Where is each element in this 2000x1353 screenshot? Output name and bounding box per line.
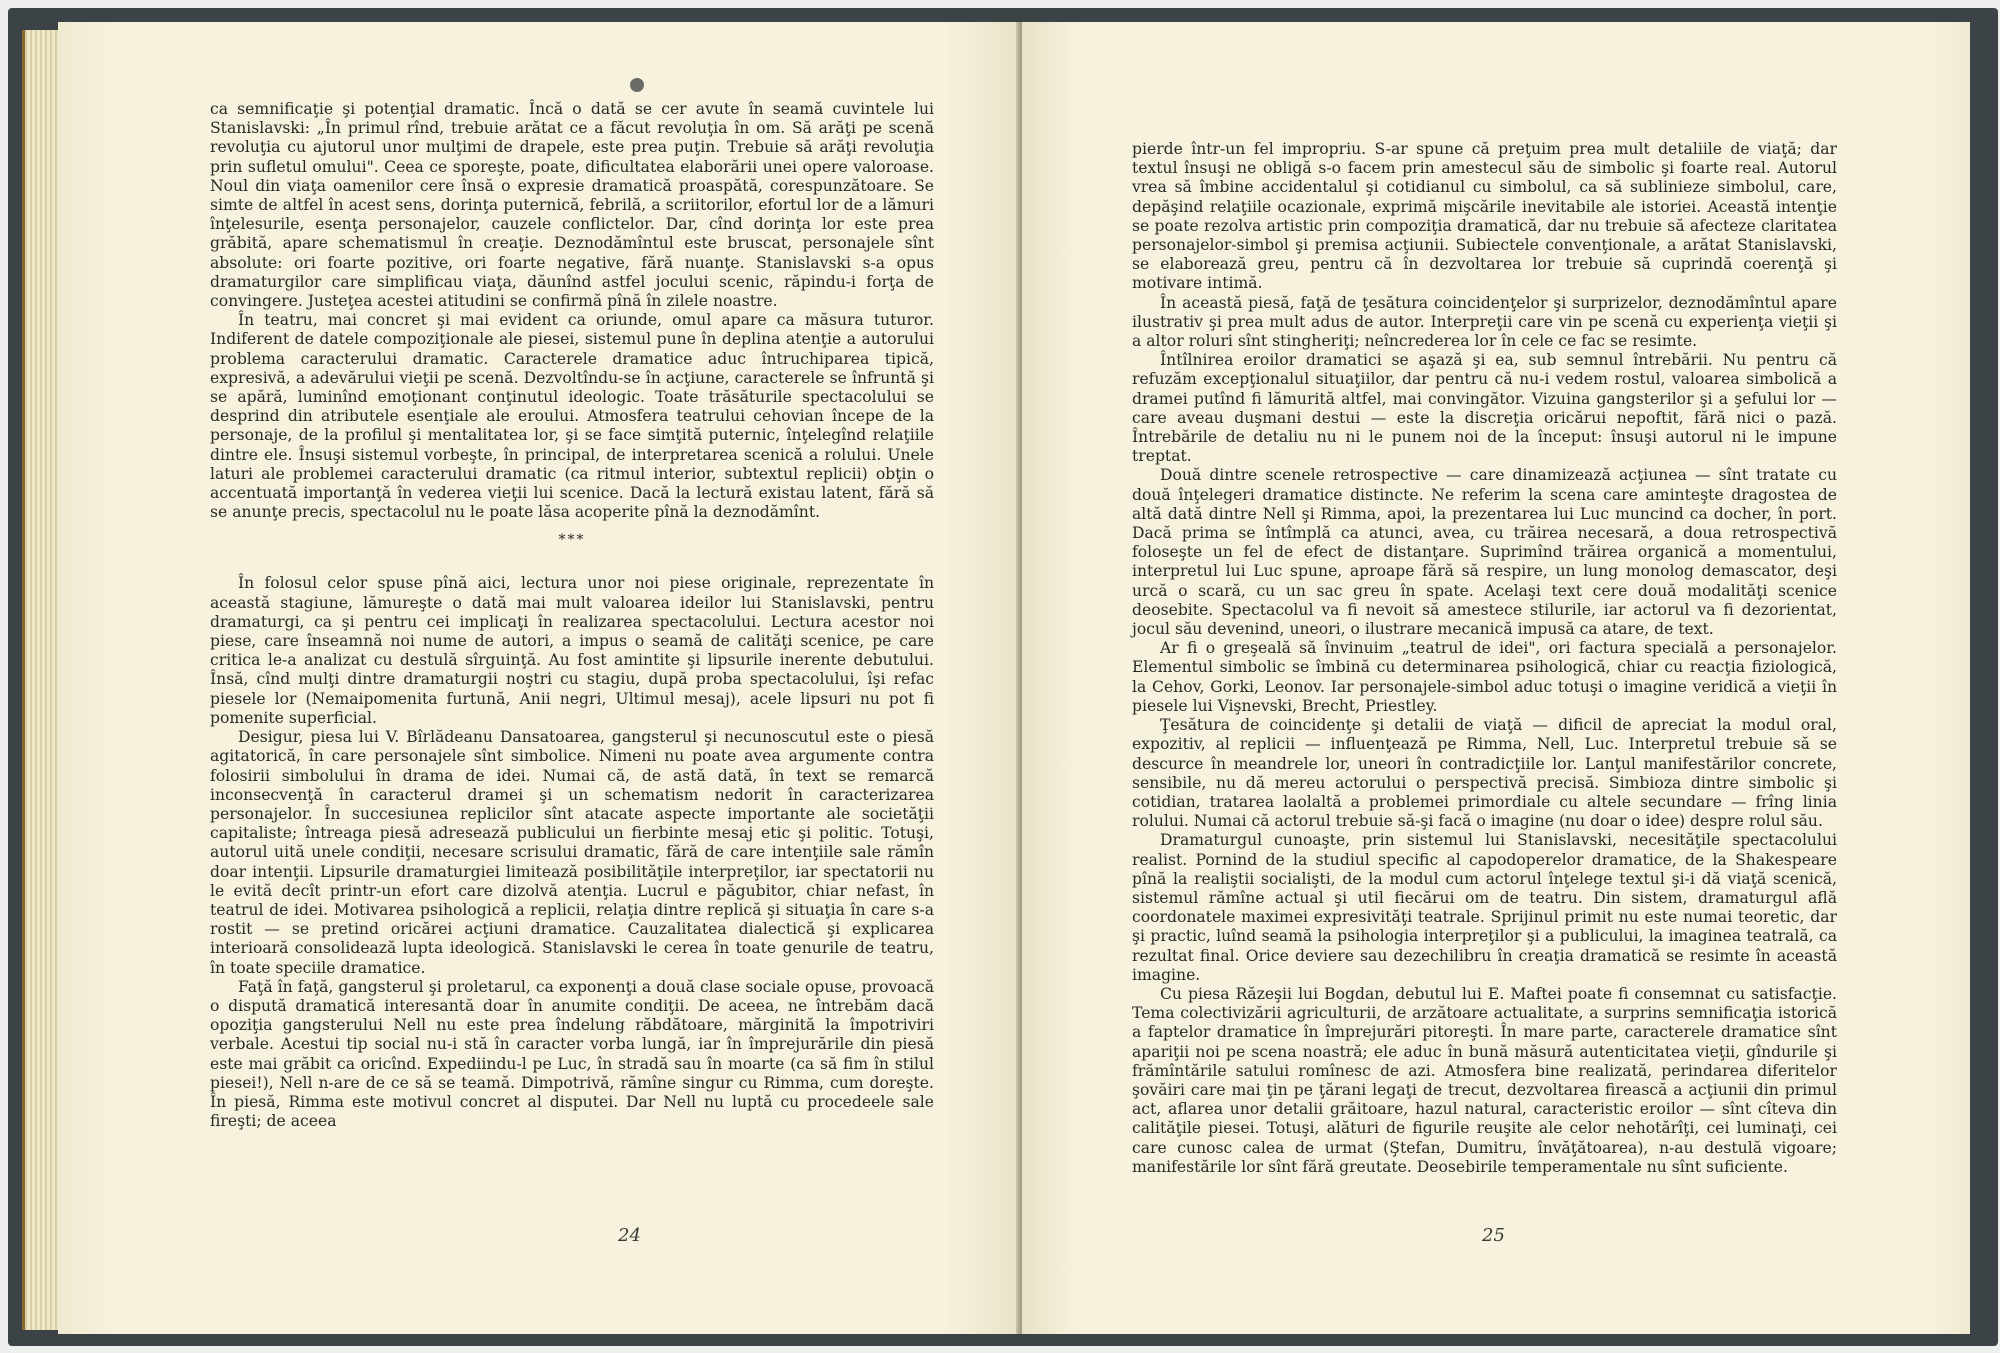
ink-dot <box>630 78 644 92</box>
page-number: 24 <box>618 1225 641 1246</box>
paragraph: Desigur, piesa lui V. Bîrlădeanu Dansatoarea, gangsterul şi necunoscutul este o piesă agitatorică, în care personajele sînt simbolice. Nimeni nu poate avea argumente contra folosirii simbolului în drama de idei. Numai că, de astă dată, în text se remarcă inconsecvenţă în caracterul dramei şi un schematism nedorit în caracterizarea personajelor. În succesiunea replicilor sînt atacate aspecte importante ale societăţii capitaliste; întreaga piesă adresează publicului un fierbinte mesaj etic şi politic. Totuşi, autorul uită unele condiţii, necesare scrisului dramatic, fără de care intenţiile sale rămîn doar intenţii. Lipsurile dramaturgiei limitează posibilităţile interpreţilor, iar spectatorii nu le evită decît printr-un efort care dizolvă atenţia. Lucrul e păgubitor, chiar nefast, în teatrul de idei. Motivarea psihologică a replicii, relaţia dintre replică şi situaţia în care s-a rostit — se pretind oricărei acţiuni dramatice. Cauzalitatea dialectică şi explicarea interioară consolidează lupta ideologică. Stanislavski le cerea în toate genurile de teatru, în toate speciile dramatice. <box>210 728 934 977</box>
page-number: 25 <box>1482 1225 1505 1246</box>
left-page <box>58 22 1020 1334</box>
paragraph: În această piesă, faţă de ţesătura coincidenţelor şi surprizelor, deznodămîntul apare ilustrativ şi prea mult adus de autor. Interpreţii care vin pe scenă cu experienţa vieţii şi a altor roluri sînt stingheriţi; neîncrederea lor în cele ce fac se resimte. <box>1132 293 1837 351</box>
paragraph: pierde într-un fel impropriu. S-ar spune că preţuim prea mult detaliile de viaţă; dar textul însuşi ne obligă s-o facem prin amestecul său de simbolic şi foarte real. Autorul vrea să îmbine accidentalul şi cotidianul cu simbolul, ca să sublinieze simbolul, care, depăşind relaţiile ocazionale, exprimă mişcările inevitabile ale istoriei. Această intenţie se poate rezolva artistic prin compoziţia dramatică, dar nu trebuie să afecteze claritatea personajelor-simbol şi premisa acţiunii. Subiectele convenţionale, a arătat Stanislavski, se elaborează greu, pentru că în dezvoltarea lor trebuie să cuprindă coerenţă şi motivare intimă. <box>1132 140 1837 293</box>
paragraph: Ar fi o greşeală să învinuim „teatrul de idei", ori factura specială a personajelor. Elementul simbolic se îmbină cu determinarea psihologică, chiar cu reacţia fiziologică, la Cehov, Gorki, Leonov. Iar personajele-simbol aduc totuşi o imagine veridică a vieţii în piesele lui Vişnevski, Brecht, Priestley. <box>1132 639 1837 715</box>
paragraph: Întîlnirea eroilor dramatici se aşază şi ea, sub semnul întrebării. Nu pentru că refuzăm excepţionalul situaţiilor, dar pentru că nu-i vedem rostul, valoarea simbolică a dramei putînd fi lămurită altfel, mai convingător. Vizuina gangsterilor şi a şefului lor — care aveau duşmani destui — este la discreţia oricărui nepoftit, fără nici o pază. Întrebările de detaliu nu ni le punem noi de la început: însuşi autorul ni le impune treptat. <box>1132 351 1837 466</box>
paragraph: Dramaturgul cunoaşte, prin sistemul lui Stanislavski, necesităţile spectacolului realist. Pornind de la studiul specific al capodoperelor dramatice, de la Shakespeare pînă la realiştii socialişti, de la modul cum actorul înţelege textul şi-i dă viaţă scenică, sistemul rămîne actual şi util fiecărui om de teatru. Din sistem, dramaturgul află coordonatele maximei expresivităţi teatrale. Sprijinul primit nu este numai teoretic, dar şi practic, luînd seamă la psihologia interpreţilor şi a publicului, la imaginea teatrală, ca rezultat final. Orice deviere sau dezechilibru în creaţia dramatică se resimte în această imagine. <box>1132 831 1837 984</box>
paragraph: Cu piesa Răzeşii lui Bogdan, debutul lui E. Maftei poate fi consemnat cu satisfacţie. Tema colectivizării agriculturii, de arzătoare actualitate, a surprins semnificaţia istorică a faptelor dramatice în împrejurări pitoreşti. În mare parte, caracterele dramatice sînt apariţii noi pe scena noastră; ele aduc în bună măsură autenticitatea vieţii, gîndurile şi frămîntările satului romînesc de azi. Atmosfera bine realizată, perindarea diferitelor şovăiri care mai ţin pe ţărani legaţi de trecut, dezvoltarea firească a acţiunii din primul act, aflarea unor detalii grăitoare, hazul natural, caracteristic eroilor — sînt cîteva din calităţile piesei. Totuşi, alături de figurile reuşite ale celor nehotărîţi, cei luminaţi, cei care cunosc calea de urmat (Ştefan, Dumitru, învăţătoarea), n-au destulă vigoare; manifestările lor sînt fără greutate. Deosebirile temperamentale nu sînt suficiente. <box>1132 984 1837 1176</box>
paragraph: Faţă în faţă, gangsterul şi proletarul, ca exponenţi a două clase sociale opuse, provoacă o dispută dramatică interesantă doar în anumite condiţii. De aceea, ne întrebăm dacă opoziţia gangsterului Nell nu este prea îndelung răbdătoare, mărginită la împotriviri verbale. Acestui tip social nu-i stă în caracter vorba lungă, iar în împrejurările din piesă este mai grăbit ca oricînd. Expediindu-l pe Luc, în stradă sau în moarte (ca să fim în stilul piesei!), Nell n-are de ce să se teamă. Dimpotrivă, rămîne singur cu Rimma, cum doreşte. În piesă, Rimma este motivul concret al disputei. Dar Nell nu luptă cu procedeele sale fireşti; de aceea <box>210 977 934 1131</box>
paragraph: În teatru, mai concret şi mai evident ca oriunde, omul apare ca măsura tuturor. Indiferent de datele compoziţionale ale piesei, sistemul pune în deplina atenţie a autorului problema caracterului dramatic. Caracterele dramatice aduc întruchiparea tipică, expresivă, a adevărului vieţii pe scenă. Dezvoltîndu-se în acţiune, caracterele se înfruntă şi se apără, luminînd emoţionant conţinutul ideologic. Toate trăsăturile spectacolului se desprind din atributele esenţiale ale eroului. Atmosfera teatrului cehovian începe de la personaje, de la profilul şi mentalitatea lor, şi se face simţită puternic, înţelegînd relaţiile dintre ele. Însuşi sistemul vorbeşte, în principal, de interpretarea scenică a rolului. Unele laturi ale problemei caracterului dramatic (ca ritmul interior, subtextul replicii) obţin o accentuată importanţă în vederea vieţii lui scenice. Dacă la lectură existau latent, fără să se anunţe precis, spectacolul nu le poate lăsa acoperite pînă la deznodămînt. <box>210 311 934 522</box>
paragraph: Două dintre scenele retrospective — care dinamizează acţiunea — sînt tratate cu două înţelegeri dramatice distincte. Ne referim la scena care aminteşte dragostea de altă dată dintre Nell şi Rimma, apoi, la prezentarea lui Luc muncind ca docher, în port. Dacă prima se întîmplă ca atunci, avea, cu trăirea necesară, a doua retrospectivă foloseşte un fel de efect de distanţare. Suprimînd trăirea organică a momentului, interpretul lui Luc spune, aproape fără să respire, un lung monolog demascator, deşi urcă o scară, cu un sac greu în spate. Acelaşi text cere două modalităţi scenice deosebite. Spectacolul va fi nevoit să amestece stilurile, iar actorul va fi dezorientat, jocul său devenind, uneori, o ilustrare mecanică impusă ca atare, de text. <box>1132 466 1837 639</box>
paragraph: În folosul celor spuse pînă aici, lectura unor noi piese originale, reprezentate în această stagiune, lămureşte o dată mai mult valoarea ideilor lui Stanislavski, pentru dramaturgi, ca şi pentru cei implicaţi în realizarea spectacolului. Lectura acestor noi piese, care înseamnă noi nume de autori, a impus o seamă de calităţi scenice, pe care critica le-a analizat cu destulă sîrguinţă. Au fost amintite şi lipsurile inerente debutului. Însă, cînd mulţi dintre dramaturgii noştri cu stagiu, după proba spectacolului, îşi refac piesele lor (Nemaipomenita furtună, Anii negri, Ultimul mesaj), acele lipsuri nu pot fi pomenite superficial. <box>210 574 934 727</box>
paragraph: ca semnificaţie şi potenţial dramatic. Încă o dată se cer avute în seamă cuvintele lui Stanislavski: „În primul rînd, trebuie arătat ce a făcut revoluţia în om. Să arăţi pe scenă revoluţia cu ajutorul unor mulţimi de drapele, este prea puţin. Trebuie să arăţi revoluţia prin sufletul omului". Ceea ce sporeşte, poate, dificultatea elaborării unei opere valoroase. Noul din viaţa oamenilor cere însă o expresie dramatică proaspătă, corespunzătoare. Se simte de altfel în acest sens, dorinţa puternică, febrilă, a scriitorilor, efortul lor de a lămuri înţelesurile, esenţa personajelor, cauzele conflictelor. Dar, cînd dorinţa lor este prea grăbită, apare schematismul în creaţie. Deznodămîntul este bruscat, personajele sînt absolute: ori foarte pozitive, ori foarte negative, fără nuanţe. Stanislavski s-a opus dramaturgilor care simplificau viaţa, dăunînd astfel jocului scenic, răpindu-i forţa de convingere. Justeţea acestei atitudini se confirmă pînă în zilele noastre. <box>210 100 934 311</box>
right-page <box>1022 22 1970 1334</box>
paragraph: Ţesătura de coincidenţe şi detalii de viaţă — dificil de apreciat la modul oral, expozitiv, al replicii — influenţează pe Rimma, Nell, Luc. Interpretul trebuie să se descurce în meandrele lor, uneori în contradicţiile lor. Lanţul manifestărilor concrete, sensibile, nu dă mereu actorului o perspectivă precisă. Simbioza dintre simbolic şi cotidian, tratarea laolaltă a problemei primordiale cu altele secundare — frîng linia rolului. Numai că actorul trebuie să-şi facă o imagine (nu doar o idee) despre rolul său. <box>1132 716 1837 831</box>
section-separator: *** <box>558 532 586 549</box>
